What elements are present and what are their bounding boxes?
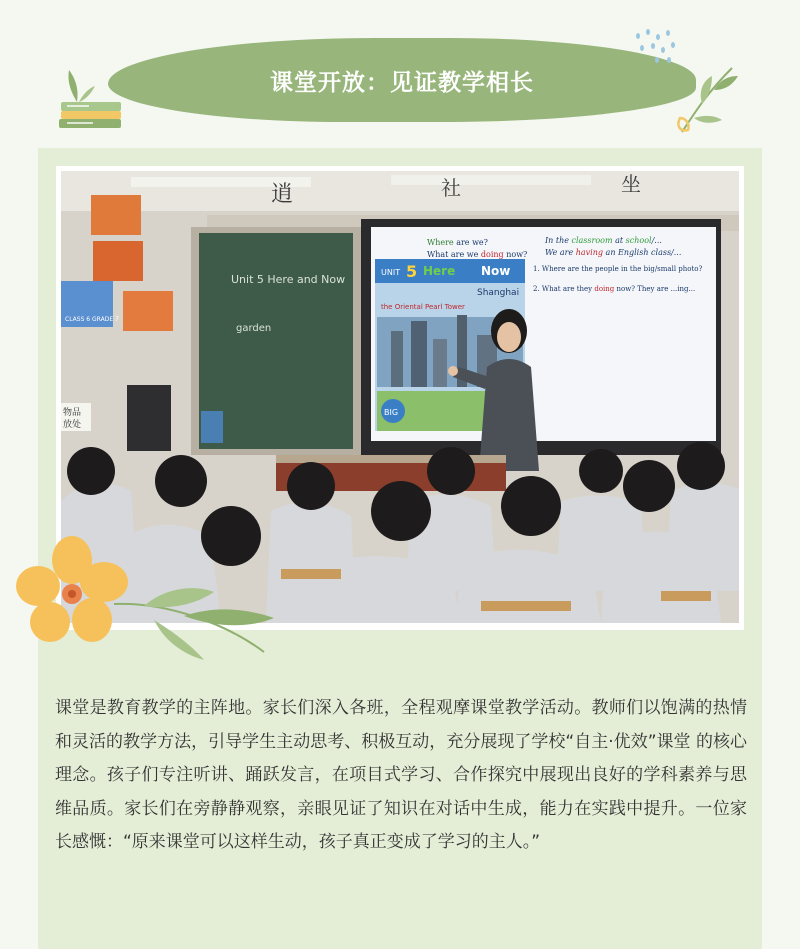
leaf-branch-icon (672, 60, 742, 138)
body-paragraph: 课堂是教育教学的主阵地。家长们深入各班，全程观摩课堂教学活动。教师们以饱满的热情和灵活的教学方法，引导学生主动思考、积极互动，充分展现了学校“自主·优效”课堂 的核心理念。孩子们专注听讲、踊跃发言，在项目式学习、合作探究中展现出良好的学科素养与思维品质。家长们在旁静静观察，亲眼见证了知识在对话中生成，能力在实践中提升。一位家长感慨：“原来课堂可以这样生动，孩子真正变成了学习的主人。” (55, 698, 747, 852)
flower-icon (14, 532, 304, 662)
screen-unit-label: UNIT (381, 268, 401, 277)
screen-right-line1: In the classroom at school/... (545, 236, 662, 245)
screen-right-item1: 1. Where are the people in the big/small photo? (533, 265, 703, 273)
svg-text:逍: 逍 (271, 182, 294, 207)
svg-text:社: 社 (441, 176, 461, 200)
svg-text:坐: 坐 (621, 172, 641, 196)
blackboard-line2: garden (236, 323, 272, 334)
wall-sign: 物品 (63, 408, 82, 418)
wall-sign2: 放处 (63, 420, 82, 430)
screen-right-line2: We are having an English class/... (545, 248, 682, 257)
screen-unit-title-b: Now (481, 264, 511, 278)
screen-big-label: BIG (384, 408, 399, 417)
screen-landmark: the Oriental Pearl Tower (381, 303, 465, 311)
screen-city: Shanghai (477, 288, 520, 298)
screen-unit-number: 5 (406, 262, 418, 281)
header-banner (108, 38, 696, 122)
blackboard-line1: Unit 5 Here and Now (231, 273, 346, 286)
poster-text: CLASS 6 GRADE 7 (65, 316, 119, 323)
screen-q2: What are we doing now? (427, 250, 528, 259)
screen-right-item2: 2. What are they doing now? They are ...ing... (533, 285, 696, 293)
screen-unit-title-a: Here (423, 264, 456, 278)
page-title: 课堂开放：见证教学相长 (270, 69, 534, 96)
screen-q1: Where are we? (427, 238, 488, 247)
